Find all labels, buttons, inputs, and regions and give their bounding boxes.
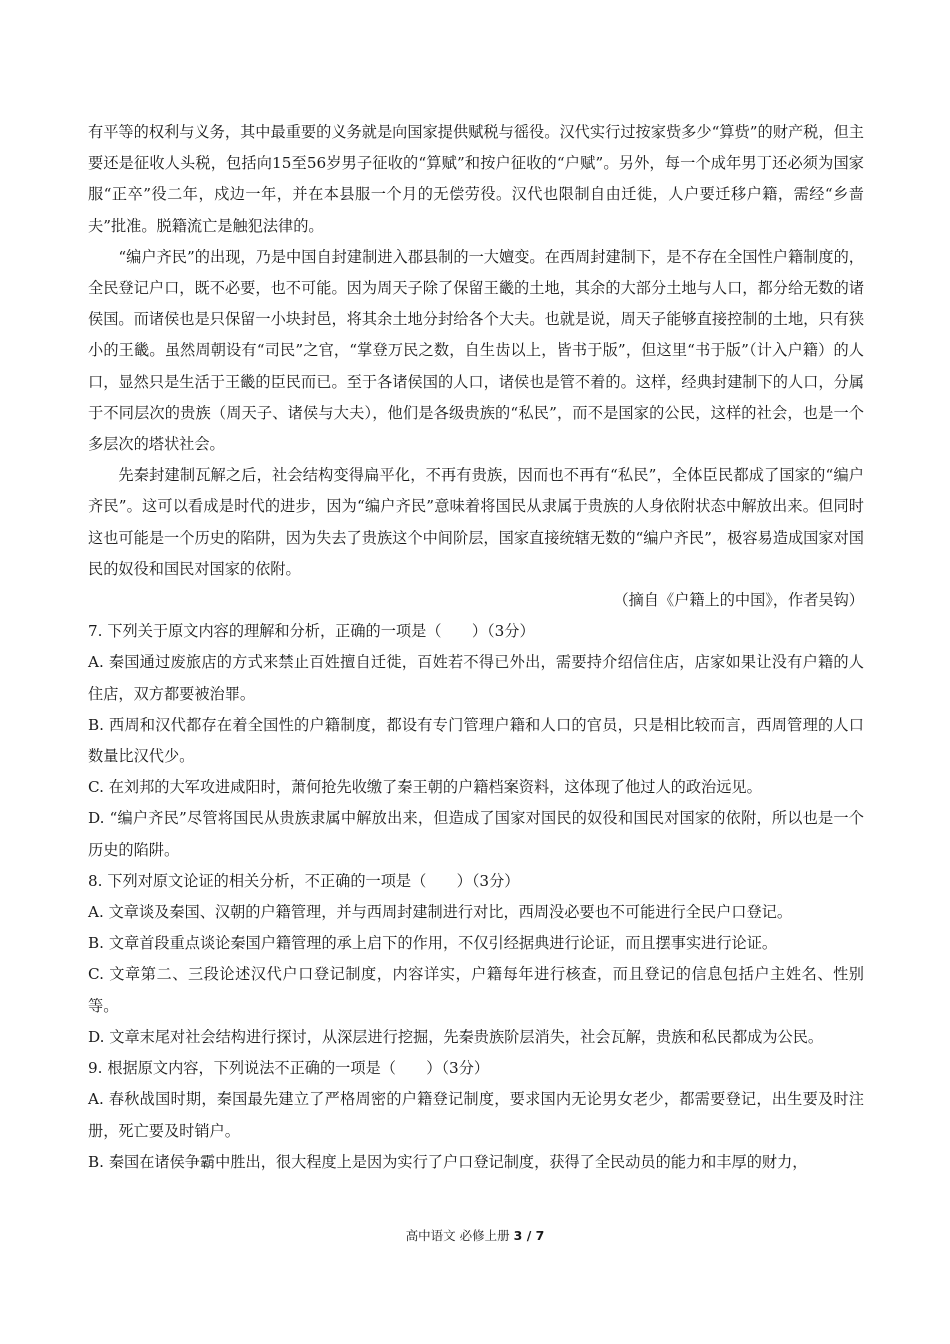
question-stem: 9. 根据原文内容，下列说法不正确的一项是（ ）（3分） bbox=[88, 1059, 490, 1078]
document-body bbox=[88, 117, 864, 1178]
article-source: （摘自《户籍上的中国》，作者吴钩） bbox=[613, 591, 864, 610]
question-option: A. 文章谈及秦国、汉朝的户籍管理，并与西周封建制进行对比，西周没必要也不可能进行全民户口登记。 bbox=[88, 903, 793, 922]
question-option: B. 秦国在诸侯争霸中胜出，很大程度上是因为实行了户口登记制度，获得了全民动员的能力和丰厚的财力， bbox=[88, 1152, 808, 1171]
question-9 bbox=[88, 1053, 864, 1178]
article-paragraph-1: 有平等的权利与义务，其中最重要的义务就是向国家提供赋税与徭役。汉代实行过按家赀多少“算赀”的财产税，但主要还是征收人头税，包括向15至56岁男子征收的“算赋”和按户征收的“户赋”。另外，每一个成年男丁还必须为国家服“正卒”役二年，戍边一年，并在本县服一个月的无偿劳役。汉代也限制自由迁徙，人户要迁移户籍，需经“乡啬夫”批准。脱籍流亡是触犯法律的。 bbox=[88, 123, 864, 235]
article-paragraph-2: “编户齐民”的出现，乃是中国自封建制进入郡县制的一大嬗变。在西周封建制下，是不存在全国性户籍制度的，全民登记户口，既不必要，也不可能。因为周天子除了保留王畿的土地，其余的大部分土地与人口，都分给无数的诸侯国。而诸侯也是只保留一小块封邑，将其余土地分封给各个大夫。也就是说，周天子能够直接控制的土地，只有狭小的王畿。虽然周朝设有“司民”之官，“掌登万民之数，自生齿以上，皆书于版”，但这里“书于版”（计入户籍）的人口，显然只是生活于王畿的臣民而已。至于各诸侯国的人口，诸侯也是管不着的。这样，经典封建制下的人口，分属于不同层次的贵族（周天子、诸侯与大夫），他们是各级贵族的“私民”，而不是国家的公民，这样的社会，也是一个多层次的塔状社会。 bbox=[88, 247, 864, 454]
question-option: D. “编户齐民”尽管将国民从贵族隶属中解放出来，但造成了国家对国民的奴役和国民对国家的依附，所以也是一个历史的陷阱。 bbox=[88, 809, 864, 859]
question-7 bbox=[88, 616, 864, 866]
question-option: B. 文章首段重点谈论秦国户籍管理的承上启下的作用，不仅引经据典进行论证，而且摆事实进行论证。 bbox=[88, 934, 778, 953]
article-paragraph-3: 先秦封建制瓦解之后，社会结构变得扁平化，不再有贵族，因而也不再有“私民”，全体臣民都成了国家的“编户齐民”。这可以看成是时代的进步，因为“编户齐民”意味着将国民从隶属于贵族的人身依附状态中解放出来。但同时这也可能是一个历史的陷阱，因为失去了贵族这个中间阶层，国家直接统辖无数的“编户齐民”，极容易造成国家对国民的奴役和国民对国家的依附。 bbox=[88, 466, 864, 578]
footer-label: 高中语文 必修上册 bbox=[405, 1228, 510, 1243]
question-option: C. 在刘邦的大军攻进咸阳时，萧何抢先收缴了秦王朝的户籍档案资料，这体现了他过人的政治远见。 bbox=[88, 778, 762, 797]
question-option: A. 秦国通过废旅店的方式来禁止百姓擅自迁徙，百姓若不得已外出，需要持介绍信住店，店家如果让没有户籍的人住店，双方都要被治罪。 bbox=[88, 653, 864, 703]
page-number: 3 / 7 bbox=[513, 1228, 545, 1243]
question-option: A. 春秋战国时期，秦国最先建立了严格周密的户籍登记制度，要求国内无论男女老少，都需要登记，出生要及时注册，死亡要及时销户。 bbox=[88, 1090, 864, 1140]
page-footer bbox=[0, 1226, 950, 1244]
question-8 bbox=[88, 866, 864, 1053]
question-option: B. 西周和汉代都存在着全国性的户籍制度，都设有专门管理户籍和人口的官员，只是相比较而言，西周管理的人口数量比汉代少。 bbox=[88, 715, 864, 766]
question-stem: 7. 下列关于原文内容的理解和分析，正确的一项是（ ）（3分） bbox=[88, 622, 535, 641]
question-option: C. 文章第二、三段论述汉代户口登记制度，内容详实，户籍每年进行核查，而且登记的信息包括户主姓名、性别等。 bbox=[88, 965, 864, 1015]
question-option: D. 文章末尾对社会结构进行探讨，从深层进行挖掘，先秦贵族阶层消失，社会瓦解，贵族和私民都成为公民。 bbox=[88, 1027, 824, 1046]
question-stem: 8. 下列对原文论证的相关分析，不正确的一项是（ ）（3分） bbox=[88, 871, 520, 890]
